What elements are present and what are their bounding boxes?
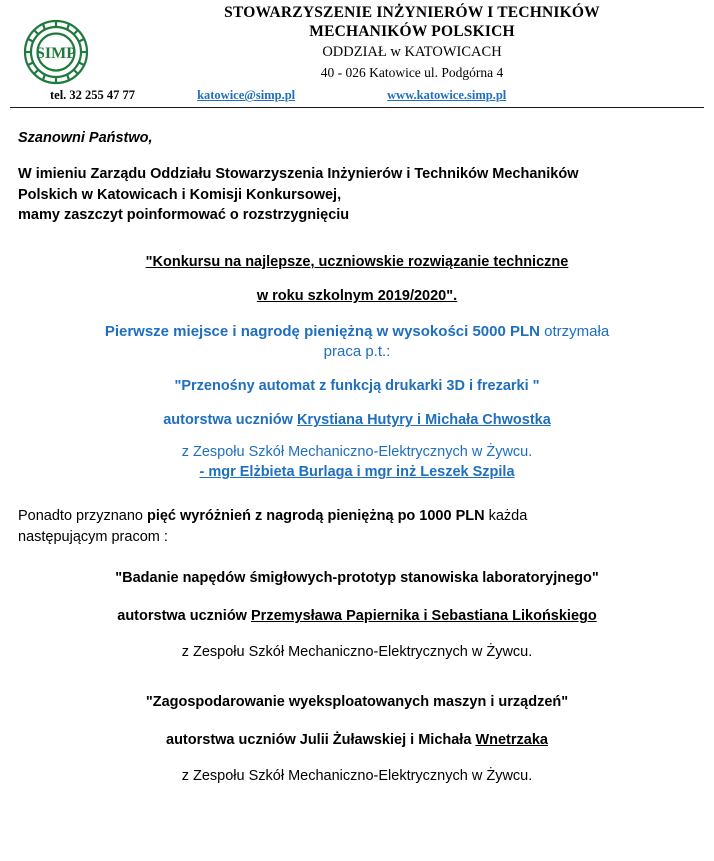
email-link[interactable]: katowice@simp.pl [197, 88, 296, 103]
letterhead [0, 0, 714, 114]
distinctions-bold: pięć wyróżnień z nagrodą pieniężną po 1000 PLN [146, 508, 485, 525]
branch-name: ODDZIAŁ w KATOWICACH [322, 43, 502, 60]
contest-title-line-2: w roku szkolnym 2019/2020". [256, 287, 458, 304]
winner-work-title: "Przenośny automat z funkcją drukarki 3D i frezarki " [174, 378, 540, 395]
logo-text: SIMP [36, 45, 76, 62]
winner-mentors: - mgr Elżbieta Burlaga i mgr inż Leszek Szpila [199, 464, 515, 481]
organization-name-line2: MECHANIKÓW POLSKICH [309, 22, 515, 40]
intro-line-1: W imieniu Zarządu Oddziału Stowarzyszenia Inżynierów i Techników Mechaników [18, 166, 579, 183]
entry-2-school: z Zespołu Szkół Mechaniczno-Elektrycznych w Żywcu. [181, 768, 533, 785]
entry-2-title: "Zagospodarowanie wyeksploatowanych maszyn i urządzeń" [145, 694, 569, 711]
organization-name-line1: STOWARZYSZENIE INŻYNIERÓW I TECHNIKÓW [224, 4, 600, 21]
intro-line-2: Polskich w Katowicach i Komisji Konkursowej, [18, 186, 342, 203]
phone-number: tel. 32 255 47 77 [50, 88, 136, 103]
distinctions-suffix: każda [484, 508, 528, 525]
contact-row [10, 88, 704, 103]
entry-2-authors [18, 732, 696, 748]
entry-1-authors [18, 608, 696, 624]
winner-school: z Zespołu Szkół Mechaniczno-Elektrycznych w Żywcu. [181, 444, 533, 461]
winner-authors-prefix: autorstwa uczniów [163, 412, 297, 429]
letter-body [0, 114, 714, 784]
header-divider [10, 107, 704, 108]
winner-authors-names: Krystiana Hutyry i Michała Chwostka [296, 412, 551, 429]
entry-1-authors-names: Przemysława Papiernika i Sebastiana Likońskiego [251, 608, 597, 625]
letterhead-text [120, 4, 704, 81]
contest-title-line-1: "Konkursu na najlepsze, uczniowskie rozwiązanie techniczne [145, 253, 569, 270]
first-prize-statement [18, 322, 696, 363]
distinctions-prefix: Ponadto przyznano [18, 508, 147, 525]
intro-paragraph [18, 164, 696, 226]
website-link[interactable]: www.katowice.simp.pl [387, 88, 507, 103]
first-prize-line-2: praca p.t.: [323, 343, 391, 361]
entry-2-authors-names: Wnetrzaka [475, 732, 548, 749]
first-prize-bold: Pierwsze miejsce i nagrodę pieniężną w wysokości 5000 PLN [104, 322, 540, 340]
first-prize-plain: otrzymała [540, 322, 610, 340]
intro-line-3: mamy zaszczyt poinformować o rozstrzygnięciu [18, 207, 350, 224]
postal-address: 40 - 026 Katowice ul. Podgórna 4 [320, 64, 504, 80]
entry-2-authors-prefix: autorstwa uczniów Julii Żuławskiej i Michała [166, 732, 476, 749]
entry-1-authors-prefix: autorstwa uczniów [117, 608, 251, 625]
distinctions-line-2: następującym pracom : [18, 529, 168, 546]
simp-logo [10, 16, 102, 88]
entry-1-school: z Zespołu Szkół Mechaniczno-Elektrycznych w Żywcu. [181, 644, 533, 661]
entry-1-title: "Badanie napędów śmigłowych-prototyp stanowiska laboratoryjnego" [115, 570, 599, 587]
salutation: Szanowni Państwo, [18, 130, 153, 147]
distinctions-paragraph [18, 506, 696, 548]
winner-authors [18, 412, 696, 428]
